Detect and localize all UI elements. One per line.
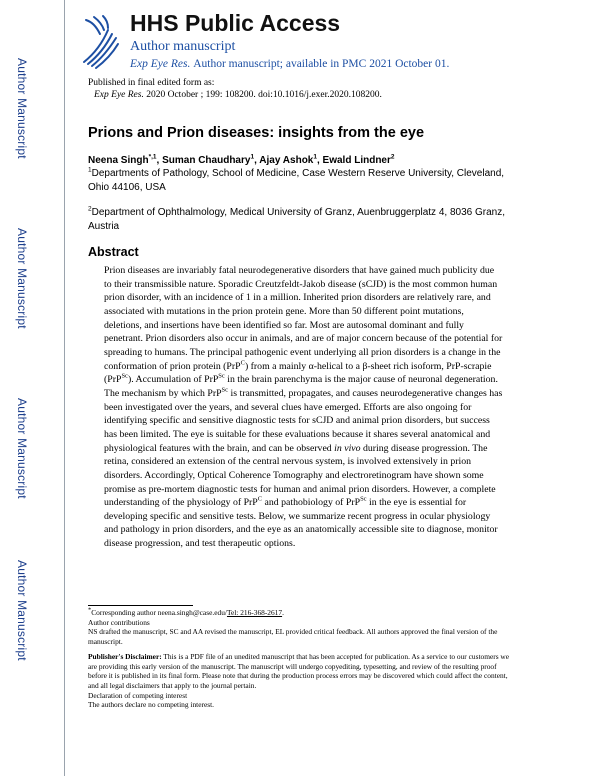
sup: C (257, 495, 263, 503)
footnote-divider (88, 605, 193, 606)
abstract-seg: is transmitted, propagates, and causes neurodegenerative changes has been investigated over the years, and several clues have emerged. Efforts are also ongoing for identifying specific and sensitive diagnostic tests for sCJD and animal prion disorders, but success has been limited. The eye is suitable for these evaluations because it shares several anatomical and physiological features with the brain, and can be observed (104, 387, 503, 454)
abstract-seg: ) from a mainly α-helical to a β-sheet rich isoform, PrP-scrapie (PrP (104, 360, 492, 386)
affiliation-text: Department of Ophthalmology, Medical University of Granz, Auenbruggerplatz 4, 8036 Granz, Austria (88, 207, 505, 232)
hhs-header (72, 8, 588, 78)
footnotes (88, 608, 510, 710)
disclaimer-heading: Publisher's Disclaimer: (88, 651, 162, 661)
hhs-eagle-logo-icon (78, 14, 122, 72)
sidebar-label: Author Manuscript (15, 398, 29, 499)
published-label: Published in final edited form as: (88, 78, 215, 88)
coi-heading: Declaration of competing interest (88, 690, 188, 700)
sup: C (240, 359, 245, 367)
sidebar-label: Author Manuscript (15, 58, 29, 159)
author-sup: *,1 (148, 153, 157, 161)
author-name: Ewald Lindner (322, 155, 391, 166)
sup: * (88, 606, 92, 614)
citation (88, 89, 382, 101)
contributions-heading: Author contributions (88, 617, 150, 627)
corresponding-phone-link[interactable]: Tel: 216-368-2617 (226, 608, 283, 617)
abstract-seg: in the brain parenchyma is the major cause of neuronal degeneration. The mechanism by which PrP (104, 374, 498, 399)
sidebar-label: Author Manuscript (15, 560, 29, 661)
author-sup: 1 (250, 153, 255, 161)
sidebar-label: Author Manuscript (15, 228, 29, 329)
coi-text: The authors declare no competing interest. (88, 700, 215, 710)
abstract-text (104, 264, 504, 551)
sup: Sc (360, 495, 367, 503)
author-name: Neena Singh (88, 155, 149, 166)
abstract-seg: during disease progression. The retina, considered an extension of the central nervous system, is involved extensively in prion disorders. Accordingly, Optical Coherence Tomography and electroretinogram have shown some promise as pre-mortem diagnostic tests for human and animal prion disorders. However, a complete understanding of the physiology of PrP (104, 442, 496, 509)
abstract-heading: Abstract (88, 245, 139, 259)
author-sup: 1 (313, 153, 317, 161)
publisher-disclaimer (88, 652, 510, 691)
citation-details: 2020 October ; 199: 108200. doi:10.1016/j.exer.2020.108200. (146, 90, 382, 100)
affiliation-sup: 2 (88, 205, 92, 213)
disclaimer-text: This is a PDF file of an unedited manuscript that has been accepted for publication. As a service to our customers we are providing this early version of the manuscript. The manuscript will undergo copyediting, typesetting, and review of the resulting proof before it is published in its final form. Please note that during the production process errors may be discovered which could affect the content, and all legal disclaimers that apply to the journal pertain. (88, 651, 510, 690)
hhs-subtitle: Author manuscript (130, 39, 236, 54)
citation-journal: Exp Eye Res. (94, 90, 144, 100)
corresponding-email: Corresponding author neena.singh@case.edu (91, 608, 225, 617)
hhs-availability (130, 58, 449, 70)
author-sup: 2 (390, 153, 395, 161)
sidebar-divider (64, 0, 65, 776)
abstract-seg: ). Accumulation of PrP (127, 374, 219, 386)
affiliation-1 (88, 167, 508, 195)
hhs-title: HHS Public Access (130, 10, 341, 36)
affiliation-sup: 1 (88, 166, 92, 174)
availability-text: Author manuscript; available in PMC 2021 October 01. (193, 58, 450, 70)
abstract-seg: and pathobiology of PrP (262, 497, 361, 509)
author-name: Suman Chaudhary (162, 155, 251, 166)
journal-name: Exp Eye Res. (130, 58, 191, 70)
author-list: Neena Singh$^{*,1}$, Suman Chaudhary$^1$, Ajay Ashok$^1$, Ewald Lindner$^2$ (88, 153, 395, 166)
abstract-italic: in vivo (334, 442, 361, 454)
affiliation-2 (88, 206, 508, 234)
publication-info (88, 77, 382, 101)
abstract-seg: in the eye is essential for developing specific and sensitive tests. Below, we summarize recent progress in ocular physiology and pathology in prion disorders, and the eye as an anatomically accessible site to diagnose, monitor disease progression, and test therapeutic options. (104, 497, 498, 550)
affiliation-text: Departments of Pathology, School of Medicine, Case Western Reserve University, Cleveland, Ohio 44106, USA (88, 168, 505, 193)
corresponding-author: *Corresponding author neena.singh@case.edu/Tel: 216-368-2617. (88, 606, 284, 617)
contributions-text: NS drafted the manuscript, SC and AA revised the manuscript, EL provided critical feedback. All authors approved the final version of the manuscript. (88, 627, 498, 647)
sup: Sc (218, 372, 225, 380)
sup: Sc (221, 386, 229, 394)
paper-title: Prions and Prion diseases: insights from the eye (88, 125, 425, 141)
sup: Sc (121, 372, 128, 380)
author-name: Ajay Ashok (259, 155, 314, 166)
abstract-seg: Prion diseases are invariably fatal neurodegenerative disorders that have gained much publicity due to their transmissible nature. Sporadic Creutzfeldt-Jakob disease (sCJD) is the most common human prion disorder, with an incidence of 1 in a million. Inherited prion disorders are relatively rare, and associated with mutations in the prion protein gene. More than 50 different point mutations, deletions, and insertions have been identified so far. Most are autosomal dominant and fully penetrant. Prion disorders also occur in animals, and are of major concern because of the potential for spreading to humans. The principal pathogenic event underlying all prion disorders is a change in the conformation of prion protein (PrP (104, 265, 503, 372)
